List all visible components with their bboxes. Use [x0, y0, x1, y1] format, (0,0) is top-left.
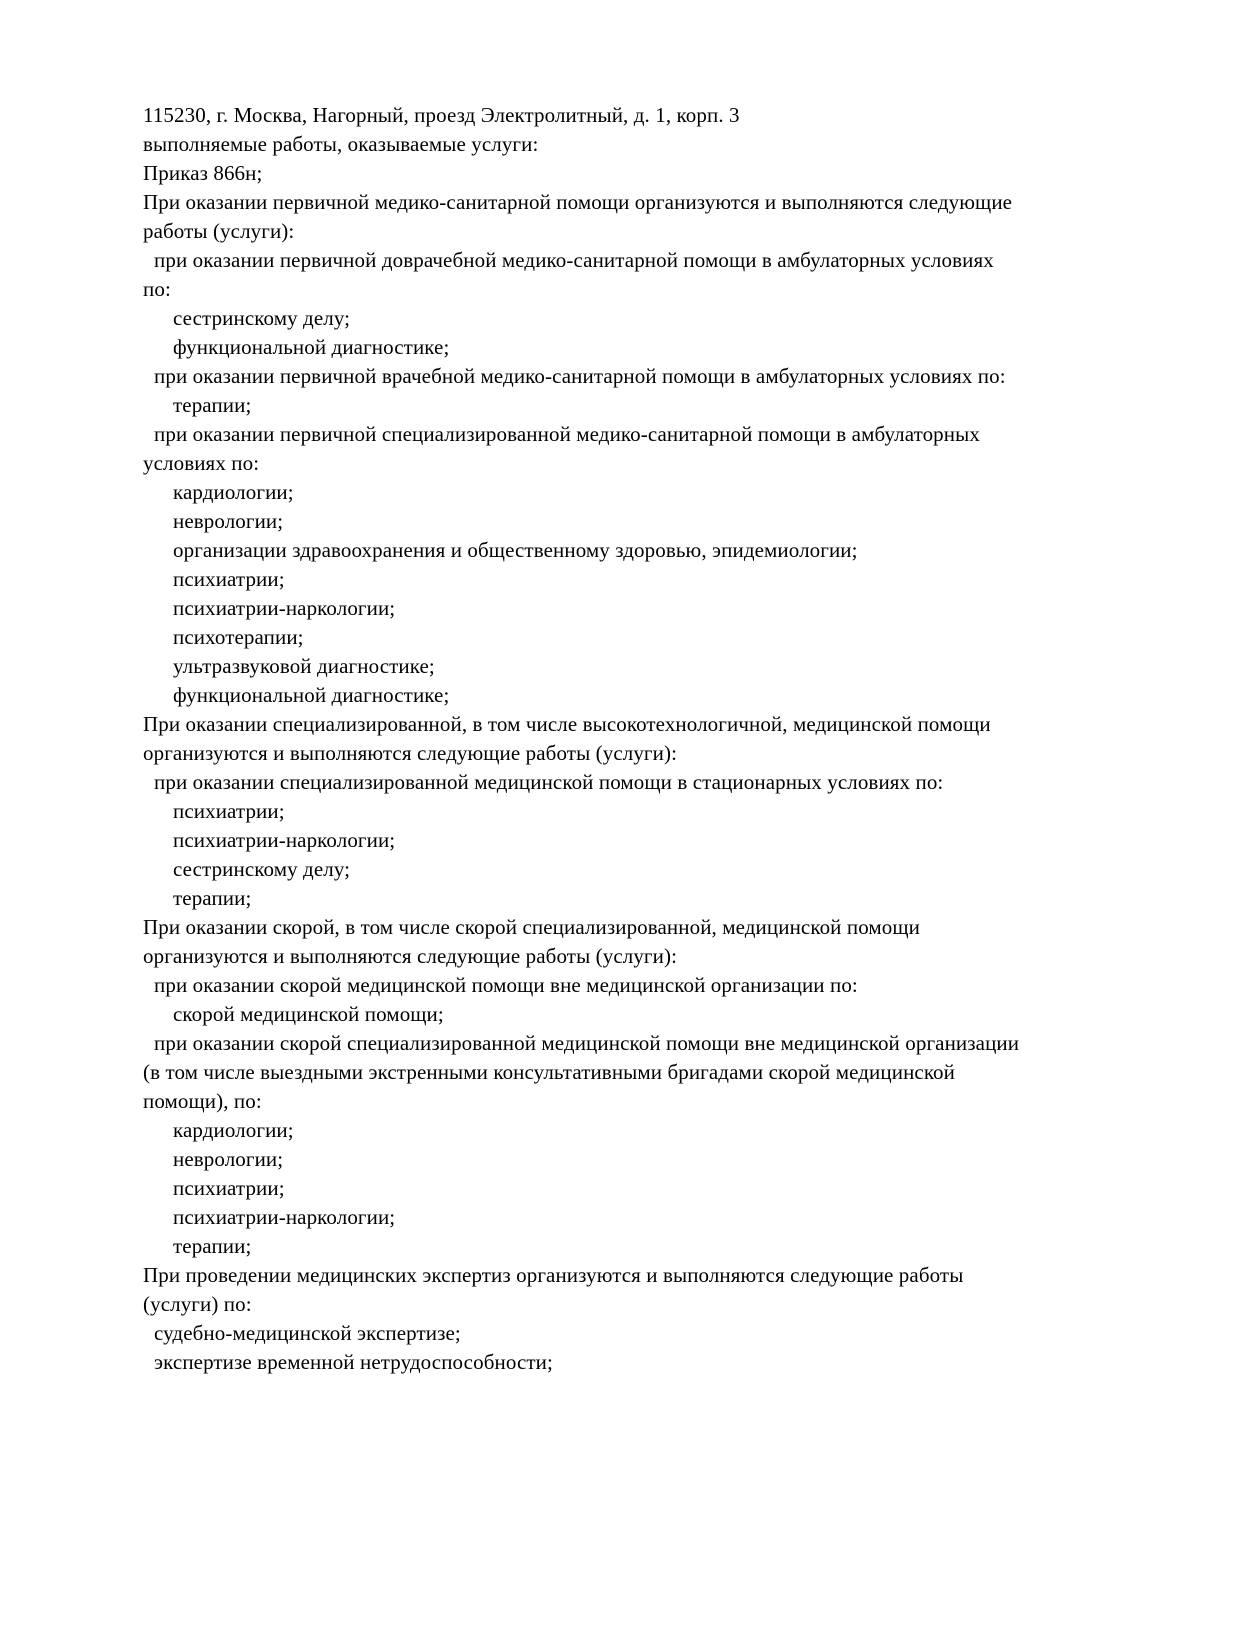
document-line: психотерапии; — [173, 625, 304, 649]
document-line: терапии; — [173, 886, 252, 910]
document-line: экспертизе временной нетрудоспособности; — [154, 1350, 553, 1374]
document-line: судебно-медицинской экспертизе; — [154, 1321, 461, 1345]
document-line: неврологии; — [173, 1147, 284, 1171]
document-line: условиях по: — [143, 451, 260, 475]
document-line: 115230, г. Москва, Нагорный, проезд Электролитный, д. 1, корп. 3 — [143, 103, 740, 127]
document-line: помощи), по: — [143, 1089, 262, 1113]
document-line: организуются и выполняются следующие работы (услуги): — [143, 741, 678, 765]
document-line: кардиологии; — [173, 480, 294, 504]
document-line: организуются и выполняются следующие работы (услуги): — [143, 944, 678, 968]
document-line: при оказании первичной врачебной медико-санитарной помощи в амбулаторных условиях по: — [154, 364, 1006, 388]
document-line: выполняемые работы, оказываемые услуги: — [143, 132, 539, 156]
document-line: кардиологии; — [173, 1118, 294, 1142]
document-line: организации здравоохранения и общественному здоровью, эпидемиологии; — [173, 538, 858, 562]
document-line: функциональной диагностике; — [173, 335, 450, 359]
document-line: работы (услуги): — [143, 219, 295, 243]
document-line: неврологии; — [173, 509, 284, 533]
document-line: психиатрии; — [173, 1176, 285, 1200]
document-line: психиатрии-наркологии; — [173, 1205, 396, 1229]
document-line: при оказании скорой медицинской помощи вне медицинской организации по: — [154, 973, 858, 997]
document-line: сестринскому делу; — [173, 306, 351, 330]
document-line: При оказании скорой, в том числе скорой специализированной, медицинской помощи — [143, 915, 920, 939]
document-line: ультразвуковой диагностике; — [173, 654, 435, 678]
document-line: При оказании первичной медико-санитарной помощи организуются и выполняются следующие — [143, 190, 1013, 214]
document-line: сестринскому делу; — [173, 857, 351, 881]
document-line: при оказании первичной специализированной медико-санитарной помощи в амбулаторных — [154, 422, 980, 446]
license-works-services-text — [143, 101, 1223, 1377]
document-line: (в том числе выездными экстренными консультативными бригадами скорой медицинской — [143, 1060, 955, 1084]
document-line: психиатрии-наркологии; — [173, 596, 396, 620]
document-line: при оказании скорой специализированной медицинской помощи вне медицинской организации — [154, 1031, 1020, 1055]
document-line: функциональной диагностике; — [173, 683, 450, 707]
document-line: Приказ 866н; — [143, 161, 263, 185]
document-line: психиатрии-наркологии; — [173, 828, 396, 852]
document-line: терапии; — [173, 393, 252, 417]
document-line: терапии; — [173, 1234, 252, 1258]
document-line: при оказании специализированной медицинской помощи в стационарных условиях по: — [154, 770, 944, 794]
document-line: (услуги) по: — [143, 1292, 252, 1316]
document-line: При оказании специализированной, в том числе высокотехнологичной, медицинской помощи — [143, 712, 991, 736]
document-line: психиатрии; — [173, 799, 285, 823]
document-line: психиатрии; — [173, 567, 285, 591]
document-line: скорой медицинской помощи; — [173, 1002, 444, 1026]
document-line: по: — [143, 277, 171, 301]
document-line: При проведении медицинских экспертиз организуются и выполняются следующие работы — [143, 1263, 964, 1287]
document-line: при оказании первичной доврачебной медико-санитарной помощи в амбулаторных условиях — [154, 248, 994, 272]
